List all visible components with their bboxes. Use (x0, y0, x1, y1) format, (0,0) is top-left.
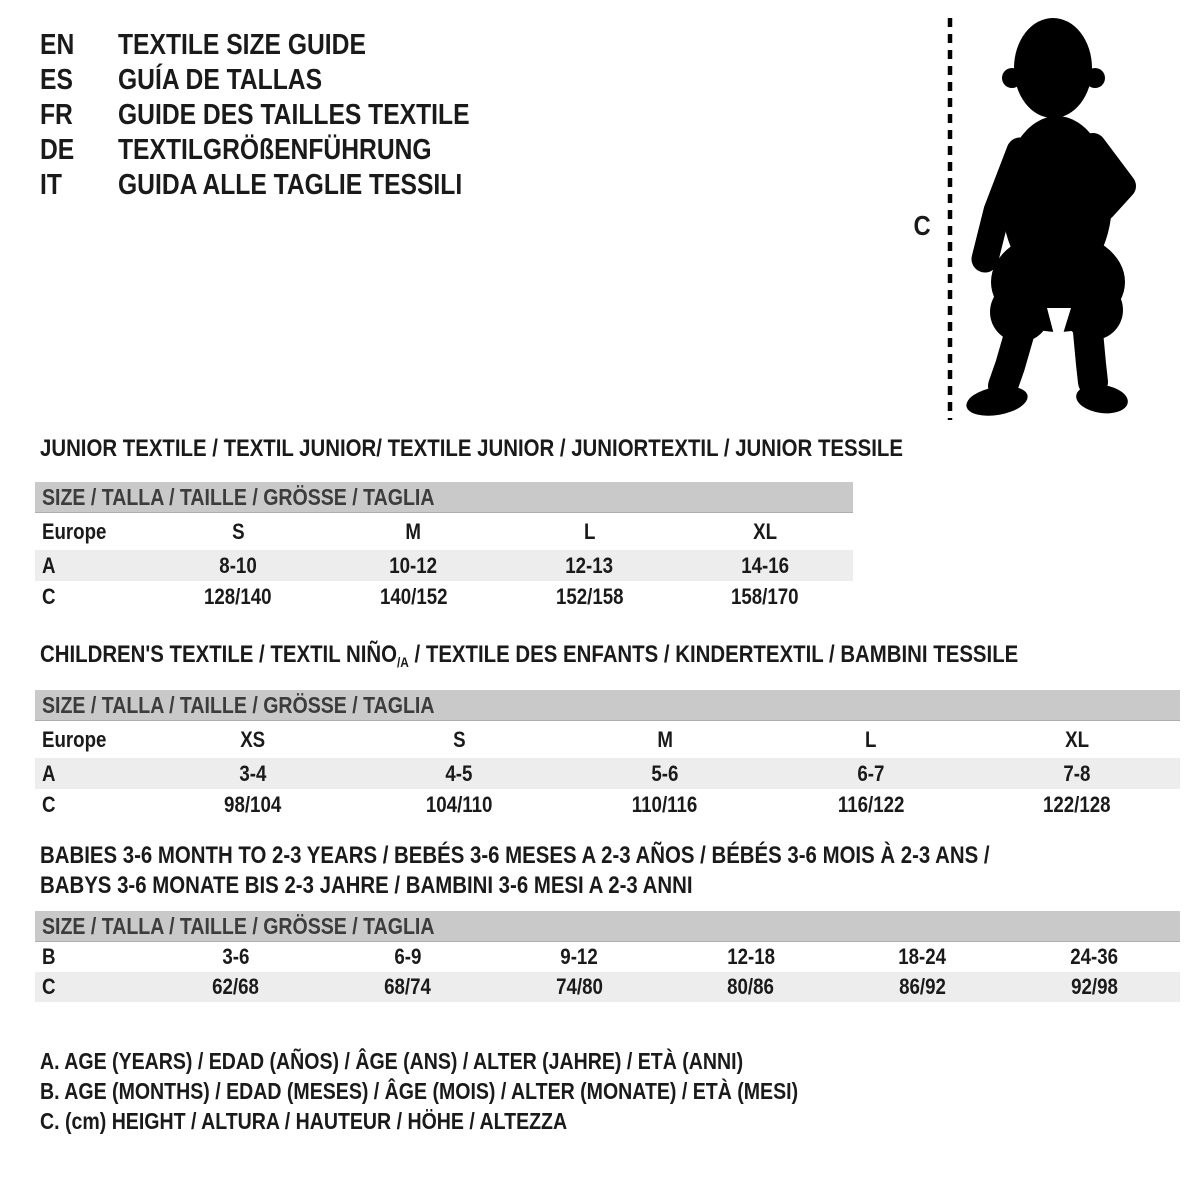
language-code: EN (40, 29, 75, 61)
table-cell: 158/170 (731, 583, 799, 609)
row-label: Europe (42, 518, 107, 544)
row-label: C (42, 791, 56, 817)
table-cell: 98/104 (224, 791, 282, 817)
table-row (35, 550, 853, 581)
table-cell: XL (1065, 726, 1089, 752)
junior-size-table (35, 482, 853, 612)
row-label: C (42, 974, 56, 999)
language-title-list (40, 28, 532, 203)
size-header-row: SIZE / TALLA / TAILLE / GRÖSSE / TAGLIA (35, 911, 1180, 942)
table-row (35, 581, 853, 612)
children-size-table (35, 690, 1180, 820)
table-cell: XL (753, 518, 778, 544)
table-cell: 62/68 (212, 974, 260, 999)
table-row (35, 942, 1180, 972)
table-cell: 80/86 (727, 974, 775, 999)
table-cell: 10-12 (389, 552, 438, 578)
table-cell: 74/80 (555, 974, 603, 999)
height-measure-label: C (913, 210, 931, 241)
measurement-legend (40, 1046, 932, 1136)
babies-size-table (35, 911, 1180, 1002)
language-code: IT (40, 169, 62, 201)
language-row-fr (40, 98, 532, 133)
table-row (35, 721, 1180, 758)
children-table-body (35, 721, 1180, 820)
language-row-it (40, 168, 532, 203)
table-cell: 110/116 (632, 791, 698, 817)
section-title-children: CHILDREN'S TEXTILE / TEXTIL $NIÑO_{/A}$ / TEXTILE DES ENFANTS / KINDERTEXTIL / BAMBINI TESSILE (40, 641, 1019, 670)
table-cell: 128/140 (204, 583, 272, 609)
table-cell: M (657, 726, 673, 752)
language-row-es (40, 63, 532, 98)
table-cell: L (865, 726, 877, 752)
table-cell: 152/158 (555, 583, 624, 609)
size-header-row: SIZE / TALLA / TAILLE / GRÖSSE / TAGLIA (35, 482, 853, 513)
table-cell: 24-36 (1070, 944, 1119, 969)
size-header-row: SIZE / TALLA / TAILLE / GRÖSSE / TAGLIA (35, 690, 1180, 721)
table-cell: 92/98 (1070, 974, 1118, 999)
language-code: DE (40, 134, 75, 166)
guide-title: TEXTILE SIZE GUIDE (118, 29, 366, 61)
table-row (35, 513, 853, 550)
legend-line-a: A. AGE (YEARS) / EDAD (AÑOS) / ÂGE (ANS) / ALTER (JAHRE) / ETÀ (ANNI) (40, 1047, 744, 1074)
guide-title: GUÍA DE TALLAS (118, 64, 323, 96)
table-cell: 116/122 (837, 791, 905, 817)
table-cell: 140/152 (379, 583, 448, 609)
table-cell: 4-5 (445, 760, 473, 786)
guide-title: GUIDA ALLE TAGLIE TESSILI (118, 169, 463, 201)
section-title-babies: BABIES 3-6 MONTH TO 2-3 YEARS / BEBÉS 3-6 MESES A 2-3 AÑOS / BÉBÉS 3-6 MOIS À 2-3 ANS / BABYS 3-6 MONATE BIS 2-3 JAHRE / BAMBINI 3-6 MESI A 2-3 ANNI (40, 842, 990, 899)
table-cell: 3-4 (239, 760, 267, 786)
table-cell: 8-10 (219, 552, 257, 578)
table-cell: S (452, 726, 466, 752)
table-cell: 14-16 (741, 552, 790, 578)
language-row-de (40, 133, 532, 168)
table-cell: 86/92 (899, 974, 946, 999)
row-label: B (42, 944, 56, 969)
section-title-junior: JUNIOR TEXTILE / TEXTIL JUNIOR/ TEXTILE JUNIOR / JUNIORTEXTIL / JUNIOR TESSILE (40, 435, 903, 462)
table-cell: 6-7 (857, 760, 885, 786)
table-cell: 12-13 (565, 552, 614, 578)
table-cell: 122/128 (1043, 791, 1111, 817)
table-cell: L (583, 518, 596, 544)
toddler-figure (940, 14, 1152, 424)
table-row (35, 972, 1180, 1002)
table-cell: 7-8 (1063, 760, 1091, 786)
table-cell: XS (240, 726, 266, 752)
row-label: Europe (42, 726, 107, 752)
row-label: A (42, 760, 56, 786)
language-code: FR (40, 99, 73, 131)
table-cell: 68/74 (384, 974, 431, 999)
row-label: C (42, 583, 56, 609)
table-cell: 18-24 (898, 944, 947, 969)
table-row (35, 758, 1180, 789)
language-code: ES (40, 64, 73, 96)
table-cell: 9-12 (560, 944, 598, 969)
table-cell: 6-9 (393, 944, 422, 969)
table-cell: M (405, 518, 422, 544)
guide-title: GUIDE DES TAILLES TEXTILE (118, 99, 470, 131)
babies-table-body (35, 942, 1180, 1002)
legend-line-c: C. (cm) HEIGHT / ALTURA / HAUTEUR / HÖHE / ALTEZZA (40, 1107, 568, 1134)
junior-table-body (35, 513, 853, 612)
table-cell: 5-6 (651, 760, 679, 786)
row-label: A (42, 552, 56, 578)
language-row-en (40, 28, 532, 63)
toddler-silhouette-icon (964, 18, 1130, 420)
guide-title: TEXTILGRÖßENFÜHRUNG (118, 134, 432, 166)
table-row (35, 789, 1180, 820)
table-cell: 12-18 (726, 944, 775, 969)
table-cell: 3-6 (222, 944, 250, 969)
legend-line-b: B. AGE (MONTHS) / EDAD (MESES) / ÂGE (MOIS) / ALTER (MONATE) / ETÀ (MESI) (40, 1077, 799, 1104)
table-cell: S (231, 518, 245, 544)
table-cell: 104/110 (425, 791, 493, 817)
